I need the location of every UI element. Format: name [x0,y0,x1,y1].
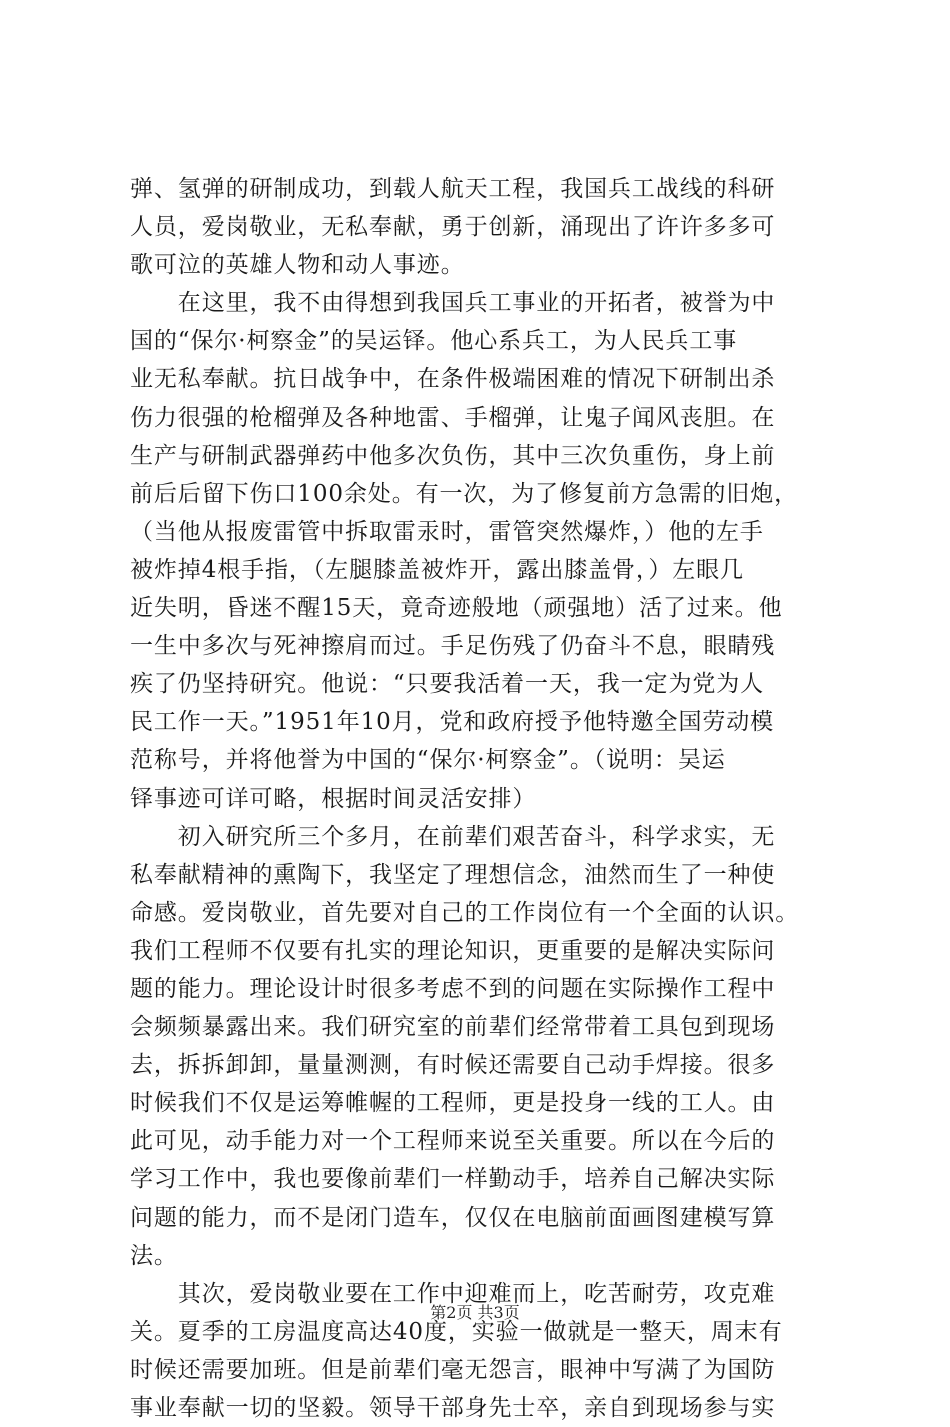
text-line: 生产与研制武器弹药中他多次负伤，其中三次负重伤，身上前 [130,442,776,469]
body-text [130,170,830,1427]
text-line: 我们工程师不仅要有扎实的理论知识，更重要的是解决实际问 [130,937,776,964]
text-line: 事业奉献一切的坚毅。领导干部身先士卒，亲自到现场参与实 [130,1395,776,1421]
text-line: 疾了仍坚持研究。他说：“只要我活着一天，我一定为党为人 [130,671,765,698]
text-line: 国的“保尔·柯察金”的吴运铎。他心系兵工，为人民兵工事 [130,328,738,355]
text-line: 业无私奉献。抗日战争中，在条件极端困难的情况下研制出杀 [130,366,776,393]
text-line: 会频频暴露出来。我们研究室的前辈们经常带着工具包到现场 [130,1014,776,1041]
text-line: 民工作一天。”1951年10月，党和政府授予他特邀全国劳动模 [130,709,775,736]
text-line: 时候我们不仅是运筹帷幄的工程师，更是投身一线的工人。由 [130,1090,776,1117]
text-line: 歌可泣的英雄人物和动人事迹。 [130,252,465,279]
text-line: 被炸掉4根手指，（左腿膝盖被炸开，露出膝盖骨，）左眼几 [130,556,744,583]
text-line: 其次，爱岗敬业要在工作中迎难而上，吃苦耐劳，攻克难 [130,1280,776,1307]
text-line: 弹、氢弹的研制成功，到载人航天工程，我国兵工战线的科研 [130,176,776,202]
text-line: 此可见，动手能力对一个工程师来说至关重要。所以在今后的 [130,1128,776,1155]
page-footer: 第2页 共3页 [430,1303,520,1322]
text-line: 去，拆拆卸卸，量量测测，有时候还需要自己动手焊接。很多 [130,1052,776,1079]
text-line: 学习工作中，我也要像前辈们一样勤动手，培养自己解决实际 [130,1166,776,1193]
text-line: 近失明，昏迷不醒15天，竟奇迹般地（顽强地）活了过来。他 [130,595,783,622]
text-line: （当他从报废雷管中拆取雷汞时，雷管突然爆炸，）他的左手 [130,518,764,545]
text-line: 前后后留下伤口100余处。有一次，为了修复前方急需的旧炮， [130,480,798,507]
text-line: 时候还需要加班。但是前辈们毫无怨言，眼神中写满了为国防 [130,1356,776,1383]
text-line: 在这里，我不由得想到我国兵工事业的开拓者，被誉为中 [130,290,776,317]
text-line: 人员，爱岗敬业，无私奉献，勇于创新，涌现出了许许多多可 [130,214,776,241]
text-line: 范称号，并将他誉为中国的“保尔·柯察金”。（说明：吴运 [130,747,726,774]
text-line: 命感。爱岗敬业，首先要对自己的工作岗位有一个全面的认识。 [130,899,800,926]
text-line: 法。 [130,1242,178,1269]
text-line: 伤力很强的枪榴弹及各种地雷、手榴弹，让鬼子闻风丧胆。在 [130,404,776,431]
text-line: 关。夏季的工房温度高达40度，实验一做就是一整天，周末有 [130,1318,783,1345]
text-line: 铎事迹可详可略，根据时间灵活安排） [130,785,537,812]
text-line: 问题的能力，而不是闭门造车，仅仅在电脑前面画图建模写算 [130,1204,776,1231]
text-line: 私奉献精神的熏陶下，我坚定了理想信念，油然而生了一种使 [130,861,776,888]
text-line: 题的能力。理论设计时很多考虑不到的问题在实际操作工程中 [130,975,776,1002]
text-line: 一生中多次与死神擦肩而过。手足伤残了仍奋斗不息，眼睛残 [130,633,776,660]
text-line: 初入研究所三个多月，在前辈们艰苦奋斗，科学求实，无 [130,823,776,850]
